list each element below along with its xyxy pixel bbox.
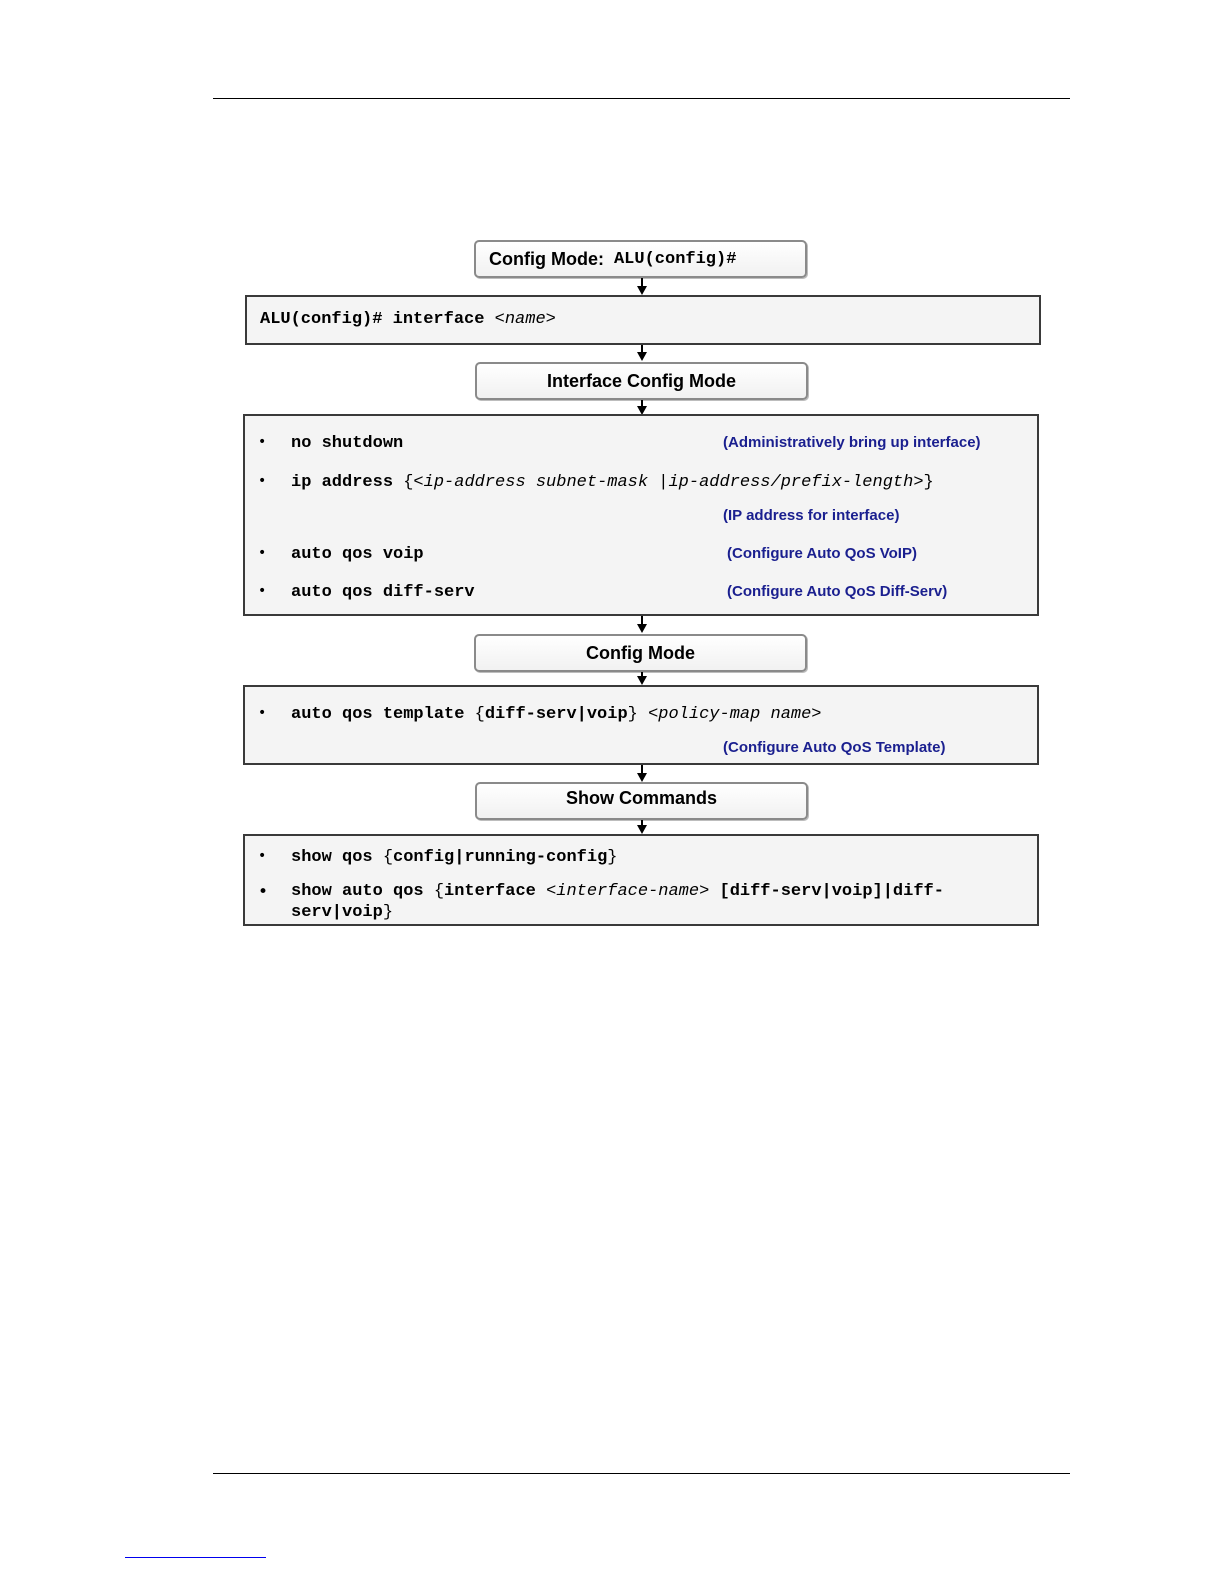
syntax-open: {< [403, 473, 424, 492]
brace-close: } [607, 848, 618, 867]
cmd-auto-qos-voip [291, 545, 424, 564]
policy-map-arg: <policy-map name> [648, 705, 822, 724]
syntax-arg: ip-address subnet-mask |ip-address/prefix-length [423, 473, 914, 492]
cmd-show-auto-qos-cont [291, 903, 393, 922]
note-auto-qos-diff-serv: (Configure Auto QoS Diff-Serv) [727, 583, 948, 600]
cmd-prefix: ALU(config)# [260, 310, 383, 329]
note-auto-qos-voip: (Configure Auto QoS VoIP) [727, 545, 917, 562]
cmd-auto-qos-template [291, 705, 822, 724]
arrow-7-icon [637, 825, 647, 834]
cmd-show-qos-text: show qos [291, 848, 373, 867]
note-no-shutdown: (Administratively bring up interface) [723, 434, 981, 451]
show-qos-options: config|running-config [393, 848, 608, 867]
cmd-no-shutdown-text: no shutdown [291, 434, 404, 453]
cmd-arg-name: <name> [494, 310, 556, 329]
cmd-ip-address [291, 473, 934, 492]
header-rule [213, 98, 1070, 99]
note-ip-address: (IP address for interface) [723, 507, 900, 524]
config-mode-label: Config Mode: [489, 248, 604, 269]
arrow-6-icon [637, 773, 647, 782]
footer-link[interactable] [125, 1557, 266, 1558]
brace-close: } [627, 705, 638, 724]
syntax-close: >} [913, 473, 934, 492]
interface-commands-box [243, 414, 1039, 616]
brace-open: { [474, 705, 485, 724]
interface-command-line [260, 310, 556, 329]
cmd-no-shutdown [291, 434, 403, 453]
cmd-auto-qos-voip-text: auto qos voip [291, 545, 424, 564]
show-auto-qos-continuation: serv|voip [291, 903, 383, 922]
arrow-2-icon [637, 352, 647, 361]
cmd-auto-qos-diff-serv [291, 583, 475, 602]
cmd-interface: interface [392, 310, 485, 329]
bullet-icon: • [258, 705, 267, 721]
template-command-box [243, 685, 1039, 765]
bullet-icon: • [258, 434, 267, 450]
cmd-template-text: auto qos template [291, 705, 465, 724]
cmd-show-auto-qos-text: show auto qos [291, 882, 424, 901]
bullet-icon: • [258, 882, 269, 902]
note-auto-qos-template: (Configure Auto QoS Template) [723, 739, 946, 756]
interface-name-arg: <interface-name> [546, 882, 710, 901]
config-mode-box [474, 634, 807, 672]
arrow-4-icon [637, 624, 647, 633]
cmd-show-auto-qos [291, 882, 944, 901]
footer-rule [213, 1473, 1070, 1474]
interface-config-mode-label: Interface Config Mode [546, 370, 736, 391]
config-mode-prompt-box [474, 240, 807, 278]
cmd-ip-address-text: ip address [291, 473, 394, 492]
bullet-icon: • [258, 473, 267, 489]
interface-command-box [245, 295, 1041, 345]
cmd-show-qos [291, 848, 617, 867]
interface-config-mode-box [475, 362, 808, 400]
brace-open: { [433, 882, 445, 901]
show-commands-label: Show Commands [565, 788, 717, 808]
bullet-icon: • [258, 545, 267, 561]
kw-interface: interface [444, 882, 536, 901]
show-auto-qos-options: [diff-serv|voip]|diff- [719, 882, 944, 901]
show-commands-list-box [243, 834, 1039, 926]
cmd-auto-qos-diff-serv-text: auto qos diff-serv [291, 583, 475, 602]
bullet-icon: • [258, 583, 267, 599]
brace-open: { [382, 848, 394, 867]
template-options: diff-serv|voip [484, 705, 628, 724]
config-mode-box-label: Config Mode [586, 642, 695, 663]
arrow-1-icon [637, 286, 647, 295]
brace-close: } [382, 903, 394, 922]
arrow-5-icon [637, 676, 647, 685]
show-commands-box [475, 782, 808, 820]
config-prompt: ALU(config)# [613, 249, 737, 269]
bullet-icon: • [258, 848, 267, 864]
